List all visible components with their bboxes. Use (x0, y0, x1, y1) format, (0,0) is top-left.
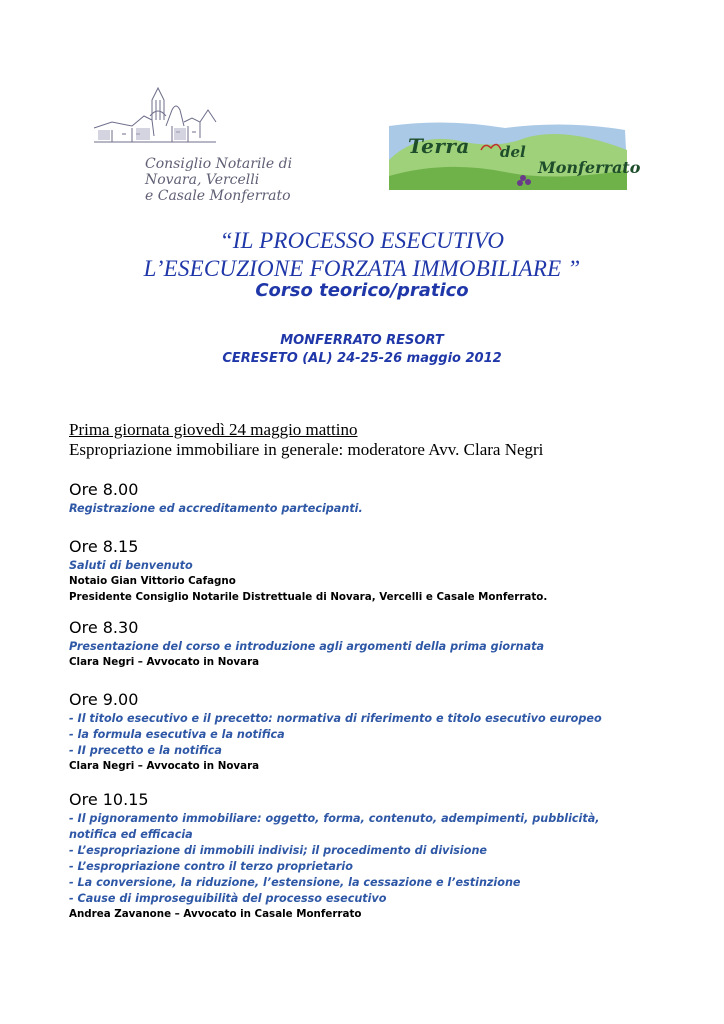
course-subtitle: Corso teorico/pratico (255, 280, 469, 301)
day-heading: Prima giornata giovedì 24 maggio mattino (69, 420, 358, 439)
session-item: - II precetto e la notifica (69, 744, 222, 757)
session-item: - Cause di improseguibilità del processo esecutivo (69, 892, 387, 905)
logo-line: e Casale Monferrato (145, 188, 291, 204)
logo-word-terra: Terra (408, 134, 470, 158)
session-speaker: Presidente Consiglio Notarile Distrettuale di Novara, Vercelli e Casale Monferrato. (69, 590, 548, 603)
course-title-line-2: L’ESECUZIONE FORZATA IMMOBILIARE ” (143, 256, 581, 281)
session-speaker: Andrea Zavanone – Avvocato in Casale Monferrato (69, 908, 362, 920)
session-time: Ore 8.15 (69, 537, 139, 556)
cityscape-drawing (92, 86, 324, 158)
logo-line: Consiglio Notarile di (145, 156, 293, 172)
session-item: - La conversione, la riduzione, l’estensione, la cessazione e l’estinzione (69, 876, 521, 889)
session-item: - L’espropriazione contro il terzo proprietario (69, 860, 353, 873)
venue-location-dates: CERESETO (AL) 24-25-26 maggio 2012 (222, 351, 502, 366)
day-header (69, 420, 543, 460)
session-time: Ore 9.00 (69, 690, 139, 709)
session-time: Ore 10.15 (69, 790, 149, 809)
session-item: - Il titolo esecutivo e il precetto: normativa di riferimento e titolo esecutivo europeo (69, 712, 602, 725)
session-speaker: Clara Negri – Avvocato in Novara (69, 760, 260, 772)
session-speaker: Clara Negri – Avvocato in Novara (69, 656, 260, 668)
logo-line: Novara, Vercelli (145, 172, 260, 188)
consiglio-notarile-logo (92, 86, 324, 206)
session-0830 (69, 618, 669, 671)
day-topic: Espropriazione immobiliare in generale: moderatore Avv. Clara Negri (69, 440, 544, 459)
consiglio-notarile-text (145, 156, 292, 204)
logo-word-del: del (500, 143, 526, 161)
session-item: Saluti di benvenuto (69, 559, 193, 572)
session-0800 (69, 480, 669, 517)
session-time: Ore 8.30 (69, 618, 139, 637)
session-item: - la formula esecutiva e la notifica (69, 728, 285, 741)
logo-word-monferrato: Monferrato (538, 158, 641, 177)
session-item: notifica ed efficacia (69, 828, 193, 841)
session-time: Ore 8.00 (69, 480, 139, 499)
session-item: Presentazione del corso e introduzione agli argomenti della prima giornata (69, 640, 545, 653)
terra-del-monferrato-logo (385, 120, 641, 192)
session-0815 (69, 537, 669, 605)
session-1015 (69, 790, 669, 923)
session-item: - L’espropriazione di immobili indivisi; il procedimento di divisione (69, 844, 488, 857)
venue-name: MONFERRATO RESORT (280, 333, 444, 348)
session-speaker: Notaio Gian Vittorio Cafagno (69, 575, 236, 587)
session-item: - Il pignoramento immobiliare: oggetto, forma, contenuto, adempimenti, pubblicità, (69, 812, 600, 825)
course-title-line-1: “IL PROCESSO ESECUTIVO (219, 228, 505, 253)
session-0900 (69, 690, 669, 775)
session-item: Registrazione ed accreditamento partecipanti. (69, 502, 363, 515)
